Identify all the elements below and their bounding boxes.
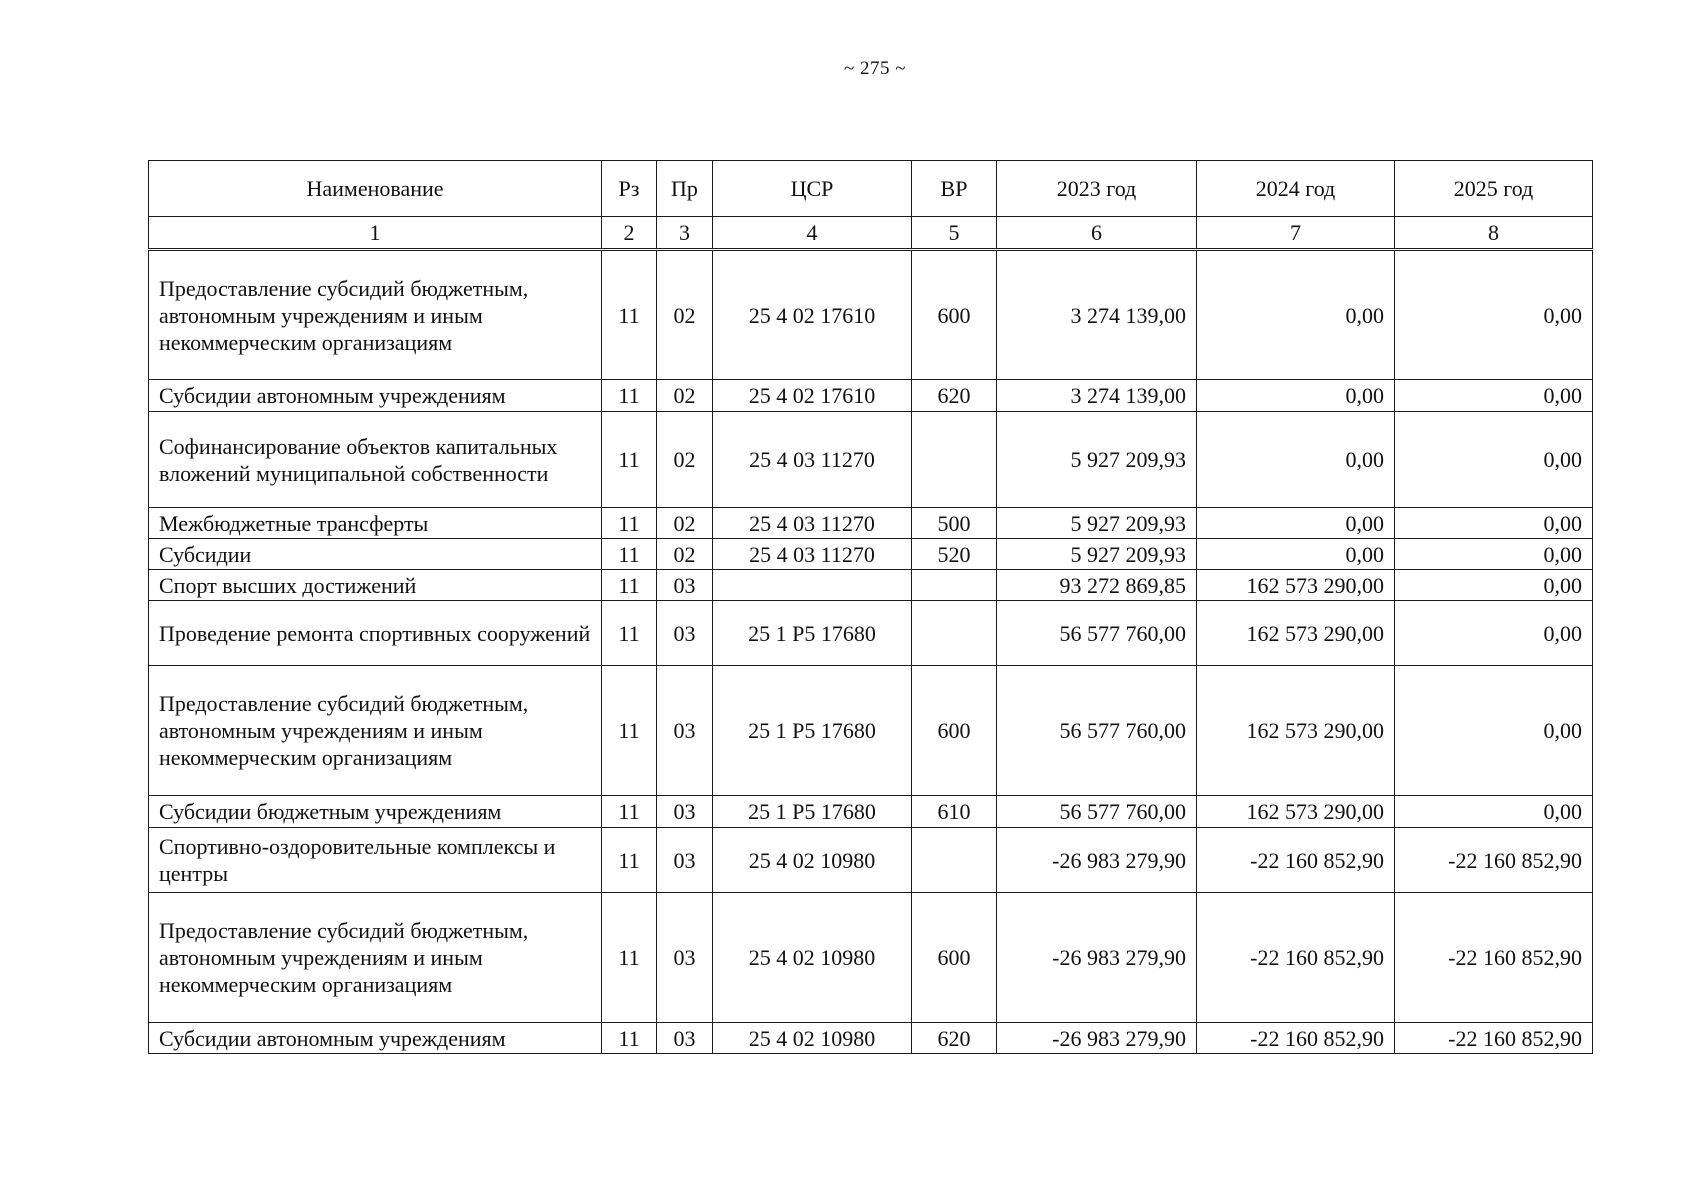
table-row (149, 412, 1593, 508)
cell-name: Проведение ремонта спортивных сооружений (149, 601, 602, 666)
cell-vr (912, 828, 997, 893)
cell-2025: -22 160 852,90 (1395, 1023, 1593, 1054)
page-number: ~ 275 ~ (843, 58, 907, 79)
cell-pr: 02 (657, 412, 713, 508)
cell-csr: 25 1 Р5 17680 (713, 796, 912, 828)
budget-table (148, 160, 1593, 1054)
cell-name: Предоставление субсидий бюджетным, автономным учреждениям и иным некоммерческим организациям (149, 250, 602, 380)
cell-rz: 11 (602, 570, 657, 601)
cell-2023: -26 983 279,90 (997, 893, 1197, 1023)
table-row (149, 601, 1593, 666)
cell-2023: 56 577 760,00 (997, 601, 1197, 666)
cell-2024: 0,00 (1197, 539, 1395, 570)
cell-csr: 25 4 03 11270 (713, 412, 912, 508)
cell-rz: 11 (602, 666, 657, 796)
cell-name: Спорт высших достижений (149, 570, 602, 601)
table-row (149, 828, 1593, 893)
cell-2023: 56 577 760,00 (997, 666, 1197, 796)
header-2024: 2024 год (1197, 161, 1395, 217)
cell-name: Субсидии бюджетным учреждениям (149, 796, 602, 828)
cell-vr: 500 (912, 508, 997, 539)
header-rz: Рз (602, 161, 657, 217)
cell-name: Предоставление субсидий бюджетным, автономным учреждениям и иным некоммерческим организациям (149, 666, 602, 796)
cell-rz: 11 (602, 893, 657, 1023)
cell-rz: 11 (602, 796, 657, 828)
cell-2023: 3 274 139,00 (997, 380, 1197, 412)
table-row (149, 508, 1593, 539)
cell-csr: 25 1 Р5 17680 (713, 666, 912, 796)
cell-rz: 11 (602, 380, 657, 412)
column-number: 1 (149, 217, 602, 250)
cell-2023: 5 927 209,93 (997, 508, 1197, 539)
cell-2023: 93 272 869,85 (997, 570, 1197, 601)
cell-2025: 0,00 (1395, 539, 1593, 570)
cell-2025: 0,00 (1395, 601, 1593, 666)
cell-2024: -22 160 852,90 (1197, 828, 1395, 893)
header-row (149, 161, 1593, 217)
cell-vr: 520 (912, 539, 997, 570)
table-row (149, 570, 1593, 601)
header-2025: 2025 год (1395, 161, 1593, 217)
table-row (149, 666, 1593, 796)
cell-2025: -22 160 852,90 (1395, 893, 1593, 1023)
cell-2025: 0,00 (1395, 250, 1593, 380)
table-row (149, 796, 1593, 828)
column-number: 8 (1395, 217, 1593, 250)
column-number: 6 (997, 217, 1197, 250)
header-pr: Пр (657, 161, 713, 217)
cell-2024: 162 573 290,00 (1197, 666, 1395, 796)
table-row (149, 250, 1593, 380)
cell-2024: -22 160 852,90 (1197, 1023, 1395, 1054)
cell-2023: -26 983 279,90 (997, 1023, 1197, 1054)
table-row (149, 380, 1593, 412)
cell-csr: 25 4 02 17610 (713, 250, 912, 380)
cell-pr: 03 (657, 796, 713, 828)
cell-name: Спортивно-оздоровительные комплексы и центры (149, 828, 602, 893)
cell-pr: 03 (657, 601, 713, 666)
cell-vr (912, 570, 997, 601)
header-name: Наименование (149, 161, 602, 217)
table-row (149, 1023, 1593, 1054)
cell-2024: 162 573 290,00 (1197, 601, 1395, 666)
cell-pr: 03 (657, 1023, 713, 1054)
cell-2023: 5 927 209,93 (997, 412, 1197, 508)
cell-csr: 25 4 03 11270 (713, 508, 912, 539)
cell-2023: -26 983 279,90 (997, 828, 1197, 893)
cell-vr: 600 (912, 250, 997, 380)
cell-vr (912, 601, 997, 666)
cell-2024: 0,00 (1197, 250, 1395, 380)
cell-pr: 02 (657, 250, 713, 380)
table-row (149, 893, 1593, 1023)
cell-name: Предоставление субсидий бюджетным, автономным учреждениям и иным некоммерческим организациям (149, 893, 602, 1023)
cell-csr: 25 4 02 10980 (713, 828, 912, 893)
cell-pr: 02 (657, 380, 713, 412)
cell-2025: -22 160 852,90 (1395, 828, 1593, 893)
cell-rz: 11 (602, 601, 657, 666)
column-number: 7 (1197, 217, 1395, 250)
cell-2025: 0,00 (1395, 796, 1593, 828)
cell-2023: 56 577 760,00 (997, 796, 1197, 828)
cell-pr: 03 (657, 828, 713, 893)
cell-2024: 0,00 (1197, 412, 1395, 508)
cell-csr: 25 4 02 10980 (713, 893, 912, 1023)
cell-pr: 02 (657, 539, 713, 570)
cell-2023: 5 927 209,93 (997, 539, 1197, 570)
cell-name: Субсидии автономным учреждениям (149, 380, 602, 412)
cell-rz: 11 (602, 250, 657, 380)
cell-csr: 25 4 02 17610 (713, 380, 912, 412)
table-row (149, 539, 1593, 570)
cell-2024: -22 160 852,90 (1197, 893, 1395, 1023)
cell-vr: 620 (912, 1023, 997, 1054)
column-number: 4 (713, 217, 912, 250)
column-number: 3 (657, 217, 713, 250)
cell-2024: 162 573 290,00 (1197, 570, 1395, 601)
cell-2025: 0,00 (1395, 508, 1593, 539)
column-number: 5 (912, 217, 997, 250)
cell-vr (912, 412, 997, 508)
cell-2023: 3 274 139,00 (997, 250, 1197, 380)
cell-rz: 11 (602, 508, 657, 539)
cell-vr: 600 (912, 893, 997, 1023)
cell-vr: 610 (912, 796, 997, 828)
cell-2025: 0,00 (1395, 666, 1593, 796)
column-number-row (149, 217, 1593, 250)
header-vr: ВР (912, 161, 997, 217)
column-number: 2 (602, 217, 657, 250)
cell-csr: 25 1 Р5 17680 (713, 601, 912, 666)
cell-2024: 0,00 (1197, 380, 1395, 412)
cell-2024: 162 573 290,00 (1197, 796, 1395, 828)
cell-name: Субсидии автономным учреждениям (149, 1023, 602, 1054)
cell-name: Субсидии (149, 539, 602, 570)
cell-rz: 11 (602, 412, 657, 508)
cell-rz: 11 (602, 1023, 657, 1054)
cell-pr: 03 (657, 666, 713, 796)
cell-rz: 11 (602, 539, 657, 570)
table-body (149, 250, 1593, 1054)
cell-pr: 03 (657, 570, 713, 601)
cell-csr: 25 4 02 10980 (713, 1023, 912, 1054)
cell-vr: 600 (912, 666, 997, 796)
cell-vr: 620 (912, 380, 997, 412)
header-2023: 2023 год (997, 161, 1197, 217)
cell-rz: 11 (602, 828, 657, 893)
cell-2025: 0,00 (1395, 412, 1593, 508)
cell-pr: 03 (657, 893, 713, 1023)
cell-pr: 02 (657, 508, 713, 539)
cell-2025: 0,00 (1395, 570, 1593, 601)
header-csr: ЦСР (713, 161, 912, 217)
cell-name: Софинансирование объектов капитальных вложений муниципальной собственности (149, 412, 602, 508)
cell-2025: 0,00 (1395, 380, 1593, 412)
cell-name: Межбюджетные трансферты (149, 508, 602, 539)
cell-2024: 0,00 (1197, 508, 1395, 539)
cell-csr (713, 570, 912, 601)
cell-csr: 25 4 03 11270 (713, 539, 912, 570)
